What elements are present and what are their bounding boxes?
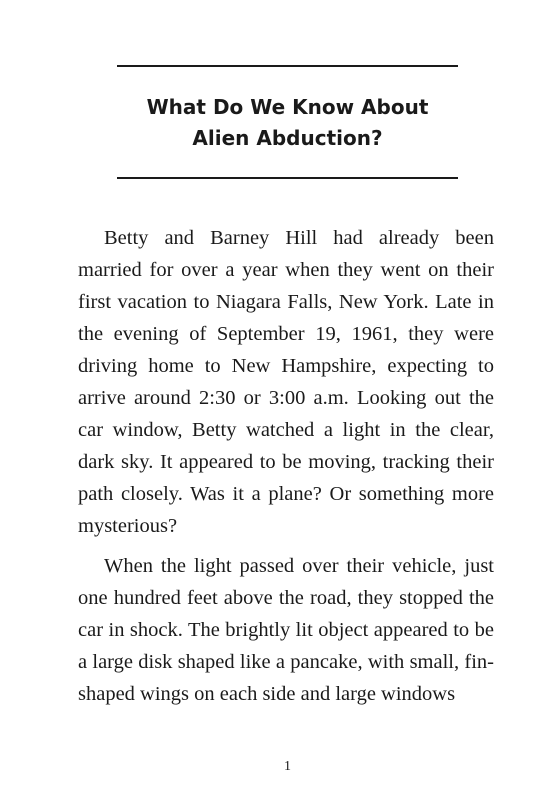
- chapter-title: [100, 92, 475, 154]
- title-rule-bottom: [117, 177, 458, 179]
- chapter-title-line-2: Alien Abduction?: [192, 126, 383, 150]
- page-number: 1: [284, 759, 291, 774]
- paragraph: Betty and Barney Hill had already been married for over a year when they went on their first vacation to Niagara Falls, New York. Late in the evening of September 19, 1961, they were driving home to New Hampshire, expecting to arrive around 2:30 or 3:00 a.m. Looking out the car window, Betty watched a light in the clear, dark sky. It appeared to be moving, tracking their path closely. Was it a plane? Or something more mysterious?: [78, 227, 494, 537]
- title-rule-top: [117, 65, 458, 67]
- chapter-title-line-1: What Do We Know About: [146, 95, 429, 119]
- body-text: [78, 222, 494, 718]
- paragraph: When the light passed over their vehicle, just one hundred feet above the road, they stopped the car in shock. The brightly lit object appeared to be a large disk shaped like a pancake, with small, fin-shaped wings on each side and large windows: [78, 555, 494, 705]
